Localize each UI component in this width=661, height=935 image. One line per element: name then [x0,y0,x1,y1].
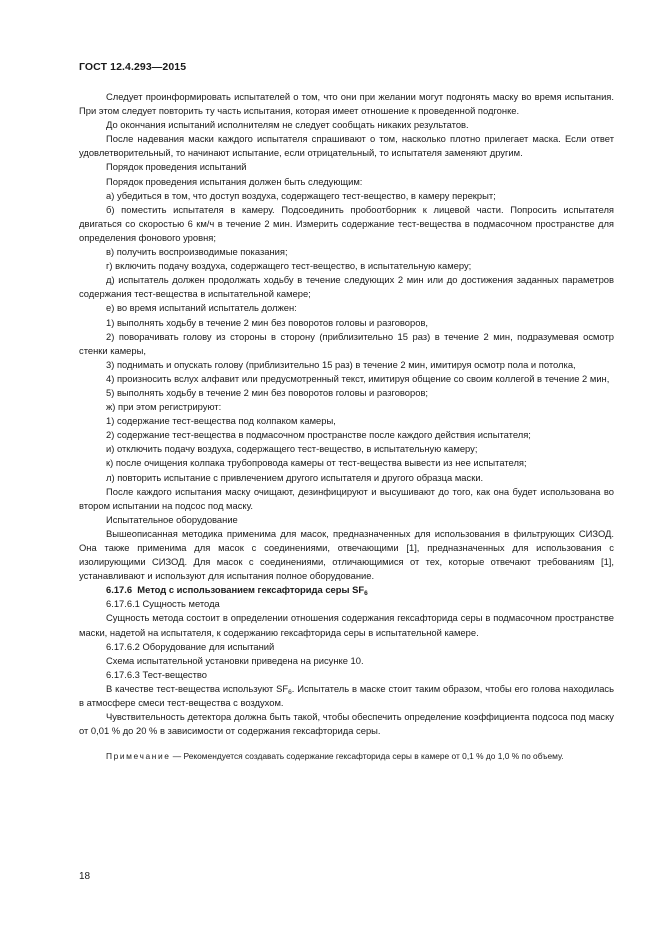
paragraph: Схема испытательной установки приведена на рисунке 10. [106,654,364,666]
paragraph: После надевания маски каждого испытателя спрашивают о том, насколько плотно прилегает маска. Если ответ удовлетворительный, то начинают испытание, если отрицательный, то испытателя заменяют другим. [79,133,614,159]
sf6-text-after: . Испытатель в маске стоит таким образом, чтобы его голова находилась в атмосфере смеси тест-вещества с воздухом. [79,682,615,709]
note-text: — Рекомендуется создавать содержание гексафторида серы в камере от 0,1 % до 1,0 % по объему. [170,751,564,762]
paragraph: После каждого испытания маску очищают, дезинфицируют и высушивают до того, как она будет использована во втором испытании на подсос под маску. [79,485,614,511]
paragraph: До окончания испытаний исполнителям не следует сообщать никаких результатов. [106,119,469,131]
list-item: в) получить воспроизводимые показания; [106,246,288,258]
paragraph: Чувствительность детектора должна быть такой, чтобы обеспечить определение коэффициента подсоса под маску от 0,01 % до 20 % в зависимости от содержания гексафторида серы. [79,711,614,737]
note [79,750,614,763]
section-title: Метод с использованием гексафторида серы SF [137,584,365,596]
paragraph [79,682,614,710]
section-heading [79,583,614,597]
list-item: 2) содержание тест-вещества в подмасочном пространстве после каждого действия испытателя; [106,429,531,441]
list-item: 3) поднимать и опускать голову (приблизительно 15 раз) в течение 2 мин, имитируя осмотр пола и потолка, [106,358,576,370]
sf6-subscript: 6 [288,688,292,696]
subsection-heading: 6.17.6.2 Оборудование для испытаний [106,640,275,652]
paragraph: Сущность метода состоит в определении отношения содержания гексафторида серы в подмасочном пространстве маски, надетой на испытателя, к содержанию гексафторида серы в испытательной камере. [79,612,614,638]
subsection-heading: 6.17.6.1 Сущность метода [106,598,220,610]
paragraph: Следует проинформировать испытателей о том, что они при желании могут подгонять маску во время испытания. При этом следует повторить ту часть испытания, которая имеет отношение к проведенной подгонке. [79,91,614,117]
subsection-heading: 6.17.6.3 Тест-вещество [106,668,207,680]
section-subscript: 6 [364,590,368,598]
document-header: ГОСТ 12.4.293—2015 [79,61,187,73]
list-item: г) включить подачу воздуха, содержащего тест-вещество, в испытательную камеру; [106,260,472,272]
list-item: 1) выполнять ходьбу в течение 2 мин без поворотов головы и разговоров, [106,316,429,328]
list-item: и) отключить подачу воздуха, содержащего тест-вещество, в испытательную камеру; [106,443,478,455]
page-number: 18 [79,871,91,882]
list-item: а) убедиться в том, что доступ воздуха, содержащего тест-вещество, в камеру перекрыт; [106,189,496,201]
paragraph: Вышеописанная методика применима для масок, предназначенных для использования в фильтрующих СИЗОД. Она также применима для масок с соединениями, отвечающими [1], предназначенных для использования с изолирующими СИЗОД. Для масок с соединениями, отличающимися от тех, которые отвечают требованиям [1], устанавливают и используют для испытания полное оборудование. [79,527,614,582]
list-item: д) испытатель должен продолжать ходьбу в течение следующих 2 мин или до достижения заданных параметров содержания тест-вещества в испытательной камере; [79,274,614,300]
list-item: 5) выполнять ходьбу в течение 2 мин без поворотов головы и разговоров; [106,386,429,398]
list-item: 4) произносить вслух алфавит или предусмотренный текст, имитируя общение со своим коллегой в течение 2 мин, [106,372,610,384]
list-item: ж) при этом регистрируют: [106,401,222,413]
list-item: 1) содержание тест-вещества под колпаком камеры, [106,415,336,427]
paragraph: Порядок проведения испытания должен быть следующим: [106,175,363,187]
section-number: 6.17.6 [106,584,133,596]
list-item: к) после очищения колпака трубопровода камеры от тест-вещества вывести из нее испытателя; [106,457,527,469]
list-item: 2) поворачивать голову из стороны в сторону (приблизительно 15 раз) в течение 2 мин, подразумевая осмотр стенки камеры, [79,330,614,356]
paragraph: Испытательное оборудование [106,513,238,525]
document-body [79,90,614,763]
note-label: Примечание [106,751,171,762]
list-item: б) поместить испытателя в камеру. Подсоединить пробоотборник к лицевой части. Попросить испытателя двигаться со скоростью 6 км/ч в течение 2 мин. Измерить содержание тест-вещества в подмасочном пространстве для определения фонового уровня; [79,203,614,243]
list-item: е) во время испытаний испытатель должен: [106,302,297,314]
list-item: л) повторить испытание с привлечением другого испытателя и другого образца маски. [106,471,484,483]
sf6-text-before: В качестве тест-вещества используют SF [106,682,289,694]
paragraph: Порядок проведения испытаний [106,161,247,173]
